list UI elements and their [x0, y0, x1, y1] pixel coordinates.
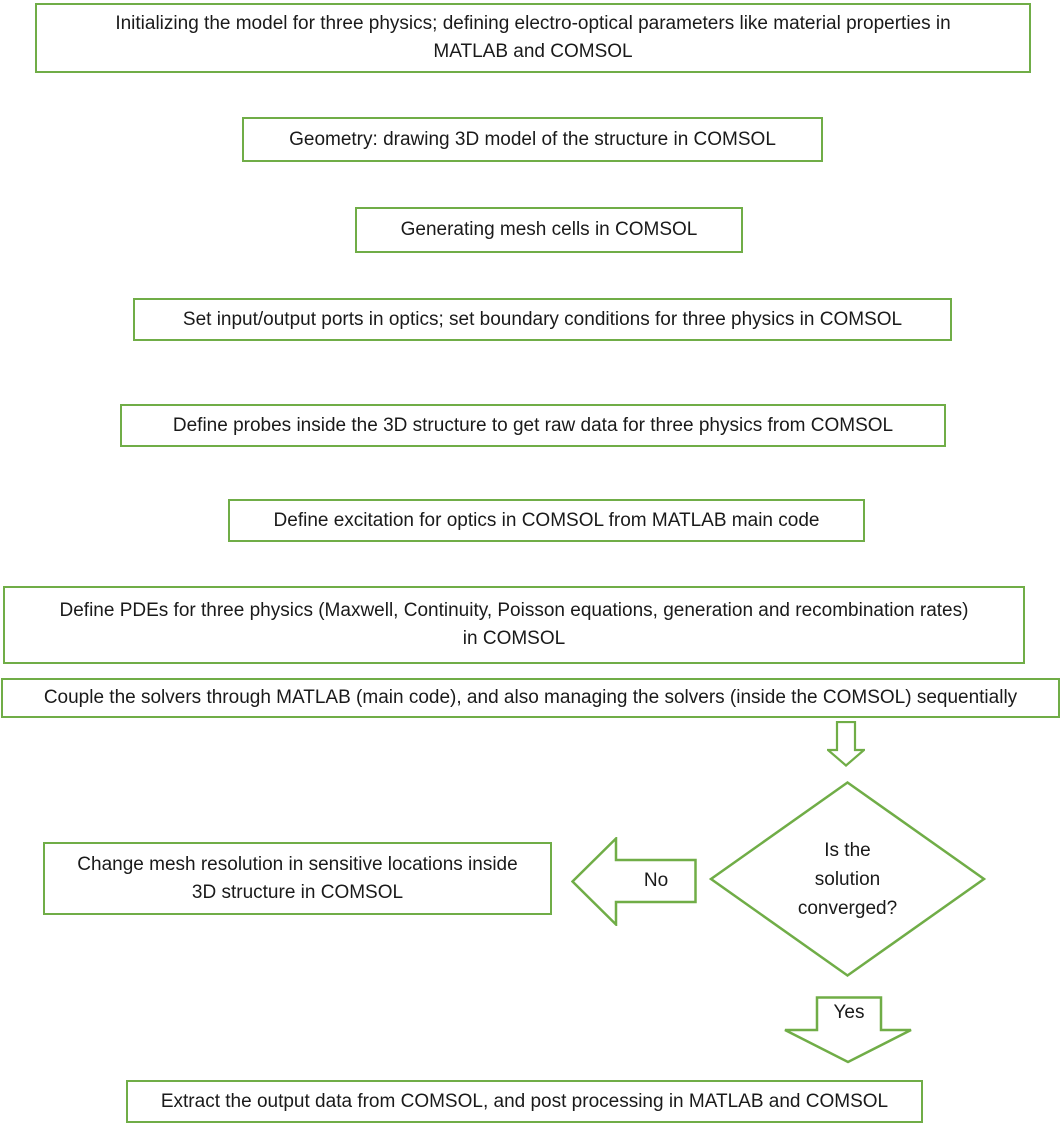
- flow-step-couple-text: Couple the solvers through MATLAB (main code), and also managing the solvers (inside the COMSOL) sequentially: [43, 687, 1018, 708]
- flow-step-initialize-line1: Initializing the model for three physics; defining electro-optical parameters like material properties in: [115, 13, 951, 34]
- flow-step-mesh: [355, 207, 743, 253]
- flow-step-geometry: [242, 117, 823, 162]
- decision-line2: solution: [814, 868, 881, 890]
- flow-step-ports-text: Set input/output ports in optics; set boundary conditions for three physics in COMSOL: [182, 308, 903, 330]
- flow-step-pdes: [3, 586, 1025, 664]
- flow-step-mesh-text: Generating mesh cells in COMSOL: [400, 219, 698, 240]
- flow-step-pdes-line2: in COMSOL: [462, 628, 566, 649]
- flow-step-excitation-text: Define excitation for optics in COMSOL from MATLAB main code: [273, 509, 820, 531]
- flow-step-initialize: [35, 3, 1031, 73]
- down-arrow-icon: [827, 721, 865, 767]
- flow-step-change-mesh-line2: 3D structure in COMSOL: [191, 881, 404, 903]
- yes-arrow: [783, 996, 913, 1064]
- yes-arrow-label: Yes: [833, 1002, 865, 1023]
- decision-line3: converged?: [797, 897, 898, 919]
- no-arrow: [571, 837, 697, 926]
- decision-line1: Is the: [824, 839, 871, 861]
- decision-diamond-text: [708, 780, 987, 978]
- no-arrow-label: No: [643, 870, 669, 891]
- flow-step-probes-text: Define probes inside the 3D structure to get raw data for three physics from COMSOL: [172, 414, 894, 436]
- flow-step-couple: [1, 678, 1060, 718]
- flow-step-probes: [120, 404, 946, 447]
- flow-step-extract: [126, 1080, 923, 1123]
- flow-step-geometry-text: Geometry: drawing 3D model of the structure in COMSOL: [289, 128, 776, 150]
- flow-step-pdes-line1: Define PDEs for three physics (Maxwell, Continuity, Poisson equations, generation and recombination rates): [59, 600, 969, 621]
- flow-step-change-mesh-line1: Change mesh resolution in sensitive locations inside: [77, 853, 518, 875]
- decision-diamond: [708, 780, 987, 978]
- flow-step-excitation: [228, 499, 865, 542]
- flow-step-ports: [133, 298, 952, 341]
- flow-step-extract-text: Extract the output data from COMSOL, and post processing in MATLAB and COMSOL: [160, 1090, 889, 1112]
- flow-step-change-mesh: [43, 842, 552, 915]
- flow-step-initialize-line2: MATLAB and COMSOL: [433, 41, 633, 62]
